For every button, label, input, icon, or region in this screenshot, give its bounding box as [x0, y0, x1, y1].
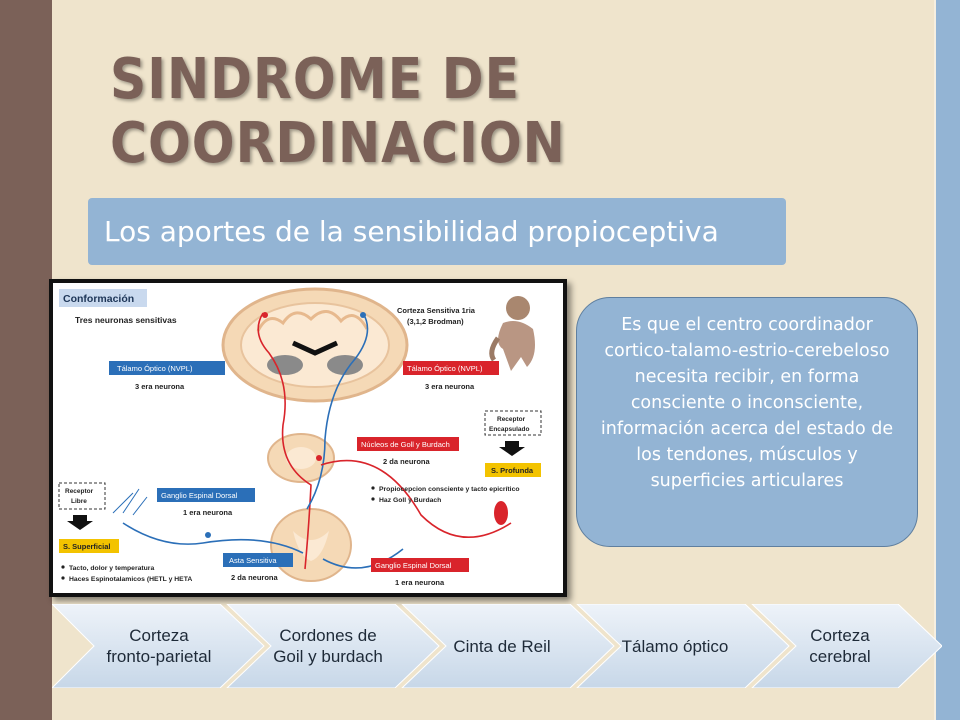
nuclei-sublabel: 2 da neurona: [383, 457, 430, 466]
pathway-diagram: [53, 283, 563, 593]
s-superficial-label: S. Superficial: [63, 542, 111, 551]
receptor-encapsulado-line2: Encapsulado: [489, 426, 530, 433]
bullet-sup-2: Haces Espinotalamicos (HETL y HETA: [69, 576, 193, 583]
chevron-label-5: Corteza cerebral: [809, 626, 871, 666]
figure-header: Conformación: [63, 293, 135, 305]
sensory-pathway-figure: [49, 279, 567, 597]
nuclei-label: Núcleos de Goll y Burdach: [361, 440, 450, 449]
bullet-sup-1: Tacto, dolor y temperatura: [69, 565, 155, 572]
slide-title: [110, 48, 810, 176]
chevron-label-3: Cinta de Reil: [453, 636, 551, 656]
title-line-1: SINDROME DE: [110, 47, 520, 112]
arrow-down-icon: [67, 515, 93, 530]
thalamus-right-label: Tálamo Óptico (NVPL): [407, 364, 483, 373]
title-line-2: COORDINACION: [110, 111, 566, 176]
asta-sublabel: 2 da neurona: [231, 573, 278, 582]
cortex-sublabel: (3,1,2 Brodman): [407, 317, 464, 326]
free-nerve-endings: [113, 489, 147, 515]
subtitle-bar: [88, 198, 786, 265]
bullet-prop-1: Propiocepcion consciente y tacto epicrítico: [379, 486, 520, 493]
thalamus-left-label: Tálamo Óptico (NVPL): [117, 364, 193, 373]
bullet-dot: [371, 497, 374, 500]
chevron-label-4: Tálamo óptico: [621, 636, 729, 656]
cortex-label: Corteza Sensitiva 1ria: [397, 306, 475, 315]
bullet-dot: [61, 565, 64, 568]
monkey-icon: [492, 296, 535, 371]
bullet-dot: [61, 576, 64, 579]
receptor-libre-box: [59, 483, 105, 509]
left-decorative-band: [0, 0, 52, 720]
brain-illustration: [223, 289, 407, 401]
figure-subheader: Tres neuronas sensitivas: [75, 315, 177, 325]
receptor-libre-line2: Libre: [71, 498, 87, 505]
bullet-prop-2: Haz Goll y Burdach: [379, 497, 442, 504]
definition-bubble: [576, 297, 918, 547]
chevron-label-2: Cordones de Goil y burdach: [273, 626, 383, 666]
arrow-down-icon: [499, 441, 525, 456]
s-profunda-label: S. Profunda: [491, 466, 534, 475]
ganglio-left-label: Ganglio Espinal Dorsal: [161, 491, 238, 500]
ganglio-left-sublabel: 1 era neurona: [183, 508, 233, 517]
bullet-dot: [371, 486, 374, 489]
thalamus-right-sublabel: 3 era neurona: [425, 382, 475, 391]
ganglio-right-label: Ganglio Espinal Dorsal: [375, 561, 452, 570]
receptor-encapsulado-line1: Receptor: [497, 416, 526, 423]
asta-label: Asta Sensitiva: [229, 556, 277, 565]
subtitle-text: Los aportes de la sensibilidad propioceptiva: [104, 215, 719, 248]
receptor-libre-line1: Receptor: [65, 488, 94, 495]
thalamus-left-sublabel: 3 era neurona: [135, 382, 185, 391]
definition-text: Es que el centro coordinador cortico-talamo-estrio-cerebeloso necesita recibir, en forma consciente o inconsciente, información acerca del estado de los tendones, músculos y superficies articulares: [600, 315, 894, 491]
ganglio-right-sublabel: 1 era neurona: [395, 578, 445, 587]
chevron-label-1: Corteza fronto-parietal: [106, 626, 212, 666]
